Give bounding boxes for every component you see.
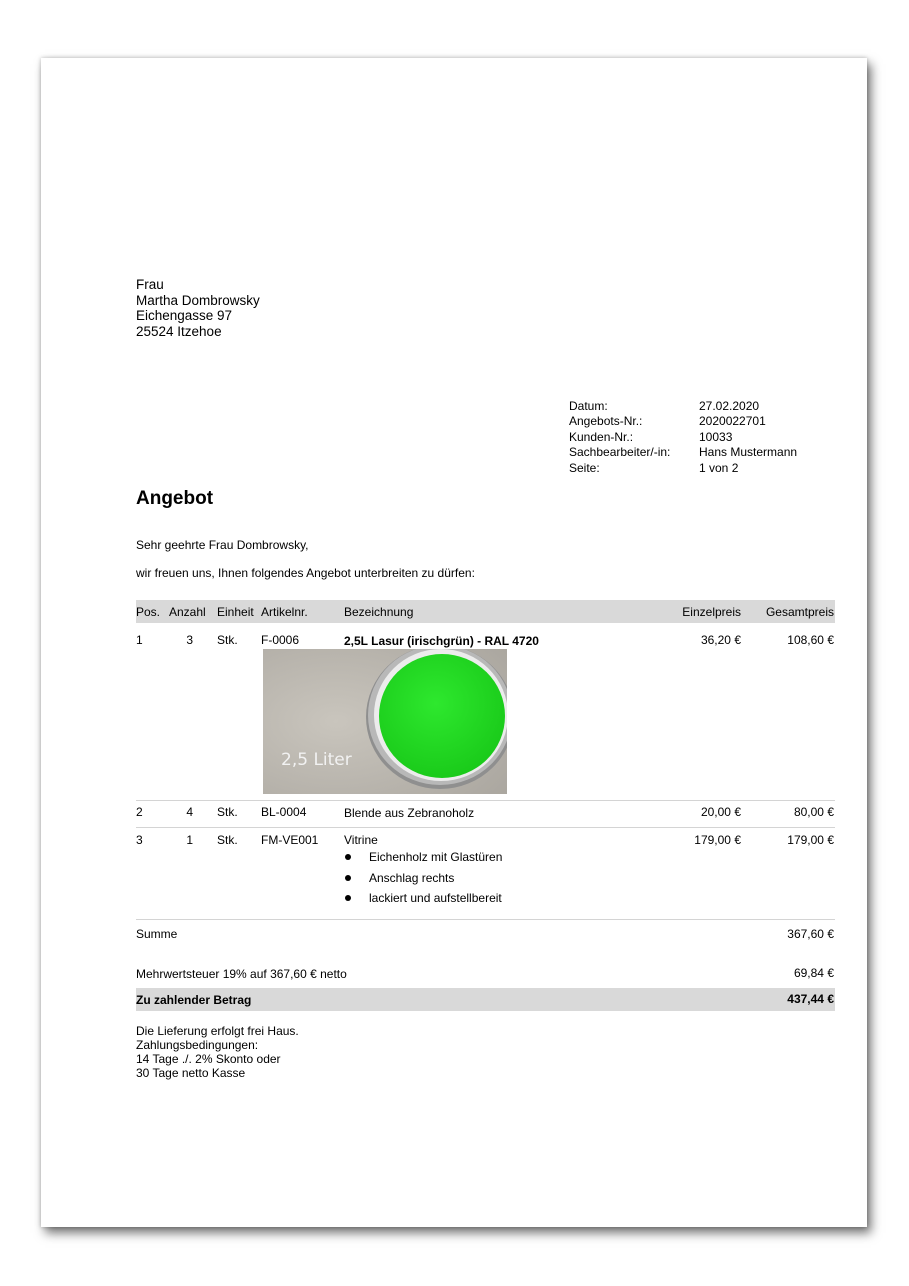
header-unit-price: Einzelpreis: [682, 605, 741, 619]
row-total: 179,00 €: [787, 833, 834, 847]
row-qty: 4: [186, 805, 193, 819]
row-description: Vitrine: [344, 833, 378, 847]
row-qty: 1: [186, 833, 193, 847]
meta-value: 27.02.2020: [699, 399, 760, 413]
row-unit: Stk.: [217, 633, 238, 647]
recipient-city: 25524 Itzehoe: [136, 323, 222, 339]
row-total: 108,60 €: [787, 633, 834, 647]
meta-row-date: [569, 399, 797, 414]
row-unit-price: 20,00 €: [700, 805, 741, 819]
meta-value: 2020022701: [699, 414, 766, 429]
bullet-item: lackiert und aufstellbereit: [344, 891, 502, 912]
amount-due-bar: [136, 988, 835, 1011]
meta-row-page: [569, 461, 797, 476]
row-qty: 3: [186, 633, 193, 647]
row-pos: 3: [136, 833, 143, 847]
amount-due-value: 437,44 €: [787, 992, 834, 1006]
meta-label: Datum:: [569, 399, 608, 413]
document-page: [41, 58, 867, 1227]
row-unit-price: 36,20 €: [700, 633, 741, 647]
row-unit-price: 179,00 €: [694, 833, 741, 847]
footer-line: 14 Tage ./. 2% Skonto oder: [136, 1052, 281, 1066]
meta-label: Seite:: [569, 460, 600, 475]
header-qty: Anzahl: [169, 605, 206, 619]
meta-row-clerk: [569, 445, 797, 460]
header-description: Bezeichnung: [344, 605, 414, 619]
bullet-item: Anschlag rechts: [344, 871, 502, 892]
table-header: [136, 600, 835, 623]
meta-label: Sachbearbeiter/-in:: [569, 445, 671, 460]
footer-line: Zahlungsbedingungen:: [136, 1038, 259, 1052]
row-description: 2,5L Lasur (irischgrün) - RAL 4720: [344, 634, 539, 648]
meta-value: 1 von 2: [699, 460, 739, 475]
sum-label: Summe: [136, 927, 178, 941]
header-unit: Einheit: [217, 605, 254, 619]
recipient-street: Eichengasse 97: [136, 308, 233, 323]
meta-value: 10033: [699, 429, 733, 444]
intro-line: wir freuen uns, Ihnen folgendes Angebot unterbreiten zu dürfen:: [136, 566, 475, 580]
row-total: 80,00 €: [793, 805, 834, 819]
header-total: Gesamtpreis: [765, 605, 834, 619]
header-sku: Artikelnr.: [261, 605, 308, 619]
amount-due-label: Zu zahlender Betrag: [136, 993, 252, 1007]
row-divider: [136, 919, 835, 920]
row-pos: 1: [136, 633, 143, 647]
row-sku: F-0006: [261, 633, 300, 647]
vat-value: 69,84 €: [793, 966, 834, 980]
vat-label: Mehrwertsteuer 19% auf 367,60 € netto: [136, 967, 347, 981]
meta-value: Hans Mustermann: [699, 445, 798, 460]
row-sku: BL-0004: [261, 805, 307, 819]
product-image-label: 2,5 Liter: [281, 750, 352, 770]
row-description: Blende aus Zebranoholz: [344, 806, 475, 820]
row-unit: Stk.: [217, 805, 238, 819]
document-title: Angebot: [136, 488, 214, 509]
sum-value: 367,60 €: [787, 927, 834, 941]
meta-row-customer-number: [569, 430, 797, 445]
row-pos: 2: [136, 805, 143, 819]
product-image: [263, 649, 507, 794]
meta-label: Angebots-Nr.:: [569, 414, 643, 429]
footer-line: Die Lieferung erfolgt frei Haus.: [136, 1024, 299, 1038]
salutation-line: Sehr geehrte Frau Dombrowsky,: [136, 538, 309, 552]
recipient-salutation: Frau: [136, 277, 164, 292]
row-sku: FM-VE001: [261, 833, 319, 847]
row-bullet-list: [344, 850, 502, 912]
row-divider: [136, 800, 835, 801]
header-pos: Pos.: [136, 605, 161, 619]
meta-row-offer-number: [569, 414, 797, 429]
recipient-address: [136, 277, 260, 339]
footer-line: 30 Tage netto Kasse: [136, 1066, 246, 1080]
meta-label: Kunden-Nr.:: [569, 429, 634, 444]
row-unit: Stk.: [217, 833, 238, 847]
recipient-name: Martha Dombrowsky: [136, 292, 260, 308]
payment-terms: [136, 1024, 299, 1080]
bullet-item: Eichenholz mit Glastüren: [344, 850, 502, 871]
row-divider: [136, 827, 835, 828]
document-meta: [569, 399, 797, 476]
